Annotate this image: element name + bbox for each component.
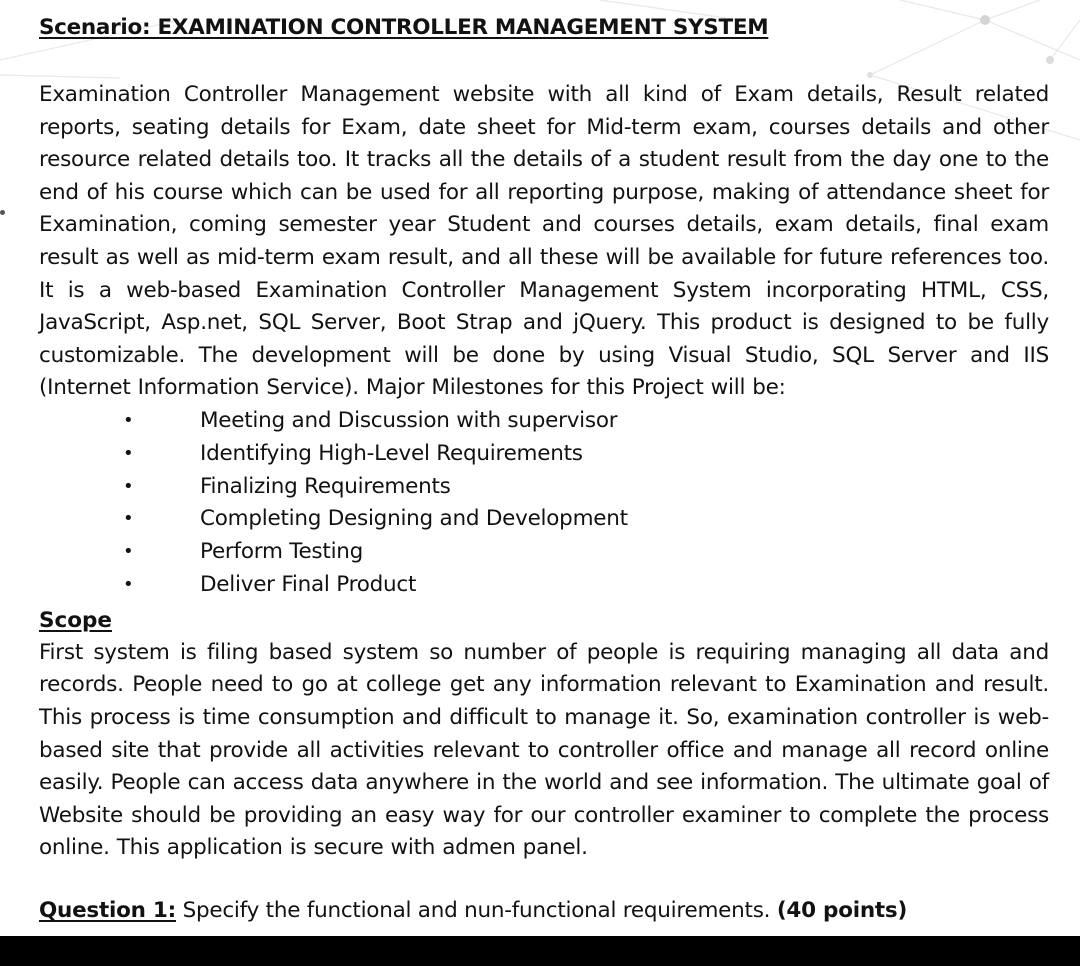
milestone-label: Completing Designing and Development — [200, 506, 628, 532]
milestones-list — [39, 405, 1049, 602]
list-item — [39, 438, 1049, 471]
list-item — [39, 405, 1049, 438]
milestone-label: Finalizing Requirements — [200, 473, 451, 499]
list-item — [39, 503, 1049, 536]
question-1 — [39, 895, 1049, 927]
margin-dot — [0, 210, 5, 215]
question-label: Question 1: — [39, 897, 176, 923]
bullet-icon: • — [123, 409, 134, 431]
question-text: Specify the functional and nun-functional requirements. — [175, 897, 777, 923]
scope-heading: Scope — [39, 607, 112, 633]
milestone-label: Deliver Final Product — [200, 571, 417, 597]
list-item — [39, 569, 1049, 602]
list-item — [39, 536, 1049, 569]
scope-paragraph: First system is filing based system so number of people is requiring managing all data and records. People need to go at college get any information relevant to Examination and result. This process is time consumption and difficult to manage it. So, examination controller is web-based site that provide all activities relevant to controller office and manage all record online easily. People can access data anywhere in the world and see information. The ultimate goal of Website should be providing an easy way for our controller examiner to complete the process online. This application is secure with admen panel. — [39, 639, 1049, 861]
bottom-black-bar — [0, 936, 1080, 966]
question-points: (40 points) — [776, 897, 908, 923]
bullet-icon: • — [123, 573, 134, 595]
intro-paragraph: Examination Controller Management website with all kind of Exam details, Result related reports, seating details for Exam, date sheet for Mid-term exam, courses details and other resource related details too. It tracks all the details of a student result from the day one to the end of his course which can be used for all reporting purpose, making of attendance sheet for Examination, coming semester year Student and courses details, exam details, final exam result as well as mid-term exam result, and all these will be available for future references too. It is a web-based Examination Controller Management System incorporating HTML, CSS, JavaScript, Asp.net, SQL Server, Boot Strap and jQuery. This product is designed to be fully customizable. The development will be done by using Visual Studio, SQL Server and IIS (Internet Information Service). Major Milestones for this Project will be: — [39, 82, 1049, 401]
bullet-icon: • — [123, 508, 134, 530]
scenario-title: Scenario: EXAMINATION CONTROLLER MANAGEMENT SYSTEM — [39, 15, 769, 40]
document-page — [39, 12, 1049, 927]
milestone-label: Meeting and Discussion with supervisor — [200, 407, 618, 433]
bullet-icon: • — [123, 541, 134, 563]
milestone-label: Perform Testing — [200, 539, 364, 565]
bullet-icon: • — [123, 475, 134, 497]
milestone-label: Identifying High-Level Requirements — [200, 440, 583, 466]
bullet-icon: • — [123, 442, 134, 464]
list-item — [39, 471, 1049, 504]
